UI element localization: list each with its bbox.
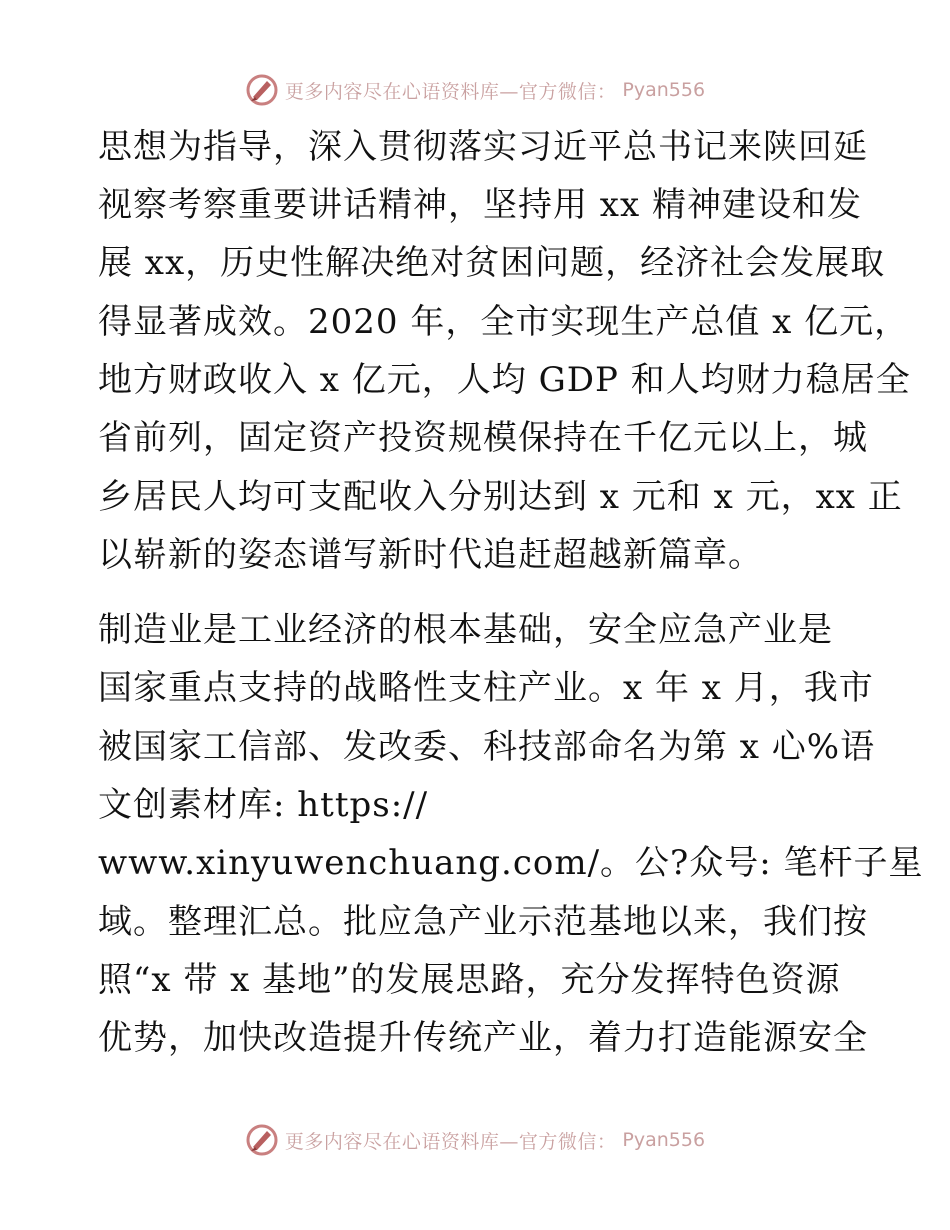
body-line: 视察考察重要讲话精神，坚持用 xx 精神建设和发 — [98, 185, 862, 225]
body-line: 思想为指导，深入贯彻落实习近平总书记来陕回延 — [98, 127, 868, 167]
body-line: 得显著成效。2020 年，全市实现生产总值 x 亿元， — [98, 302, 910, 342]
watermark-id: Pyan556 — [622, 1129, 706, 1151]
body-line: 乡居民人均可支配收入分别达到 x 元和 x 元，xx 正 — [98, 477, 903, 517]
logo-icon — [245, 73, 279, 107]
body-line: 被国家工信部、发改委、科技部命名为第 x 心%语 — [98, 727, 876, 767]
footer-watermark — [0, 1120, 950, 1160]
body-line: 展 xx，历史性解决绝对贫困问题，经济社会发展取 — [98, 243, 886, 283]
body-line: 国家重点支持的战略性支柱产业。x 年 x 月，我市 — [98, 668, 874, 708]
body-line: 以崭新的姿态谱写新时代追赶超越新篇章。 — [98, 535, 763, 575]
header-watermark — [0, 70, 950, 110]
watermark-text: 更多内容尽在心语资料库—官方微信： — [284, 1130, 617, 1153]
body-line: 域。整理汇总。批应急产业示范基地以来，我们按 — [98, 902, 868, 942]
body-line: www.xinyuwenchuang.com/。公?众号: 笔杆子星 — [98, 843, 924, 883]
watermark-id: Pyan556 — [622, 79, 706, 101]
body-line: 制造业是工业经济的根本基础，安全应急产业是 — [98, 610, 833, 650]
logo-icon — [245, 1123, 279, 1157]
watermark-text: 更多内容尽在心语资料库—官方微信： — [284, 80, 617, 103]
body-line: 地方财政收入 x 亿元，人均 GDP 和人均财力稳居全 — [98, 360, 911, 400]
body-line: 优势，加快改造提升传统产业，着力打造能源安全 — [98, 1018, 868, 1058]
body-line: 省前列，固定资产投资规模保持在千亿元以上，城 — [98, 418, 868, 458]
body-line: 照“x 带 x 基地”的发展思路，充分发挥特色资源 — [98, 960, 841, 1000]
body-line: 文创素材库: https:// — [98, 785, 429, 825]
